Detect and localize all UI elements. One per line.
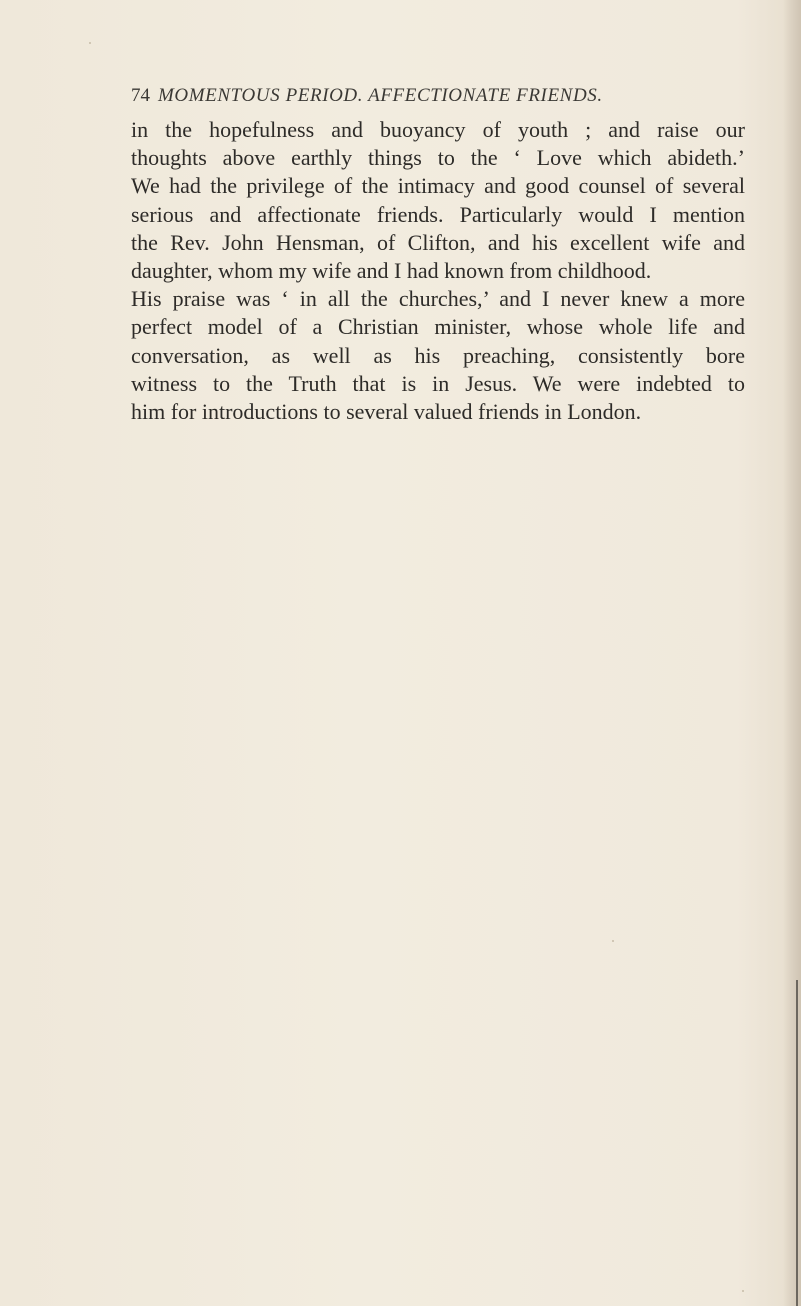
- text-line: We had the privilege of the intimacy and good counsel of several: [131, 173, 745, 199]
- paper-speck: [742, 1290, 744, 1292]
- text-line: the Rev. John Hensman, of Clifton, and his excellent wife and: [131, 229, 745, 255]
- paper-speck: [89, 42, 91, 44]
- body-paragraph: [131, 116, 745, 426]
- running-header: [131, 80, 741, 112]
- page-edge-line: [796, 980, 798, 1306]
- text-line: thoughts above earthly things to the ‘ Love which abideth.’: [131, 145, 745, 171]
- text-line: witness to the Truth that is in Jesus. We were indebted to: [131, 370, 745, 396]
- paper-speck: [612, 940, 614, 942]
- text-line: him for introductions to several valued friends in London.: [131, 398, 642, 424]
- page-edge-shadow: [783, 0, 801, 1306]
- text-line: daughter, whom my wife and I had known from childhood.: [131, 257, 652, 283]
- text-line: His praise was ‘ in all the churches,’ and I never knew a more: [131, 286, 745, 312]
- page-number: 74: [131, 85, 150, 106]
- text-line: perfect model of a Christian minister, whose whole life and: [131, 314, 745, 340]
- text-line: conversation, as well as his preaching, consistently bore: [131, 342, 745, 368]
- running-title: MOMENTOUS PERIOD. AFFECTIONATE FRIENDS.: [158, 85, 603, 106]
- text-line: in the hopefulness and buoyancy of youth ; and raise our: [131, 117, 745, 142]
- text-line: serious and affectionate friends. Particularly would I mention: [131, 201, 745, 227]
